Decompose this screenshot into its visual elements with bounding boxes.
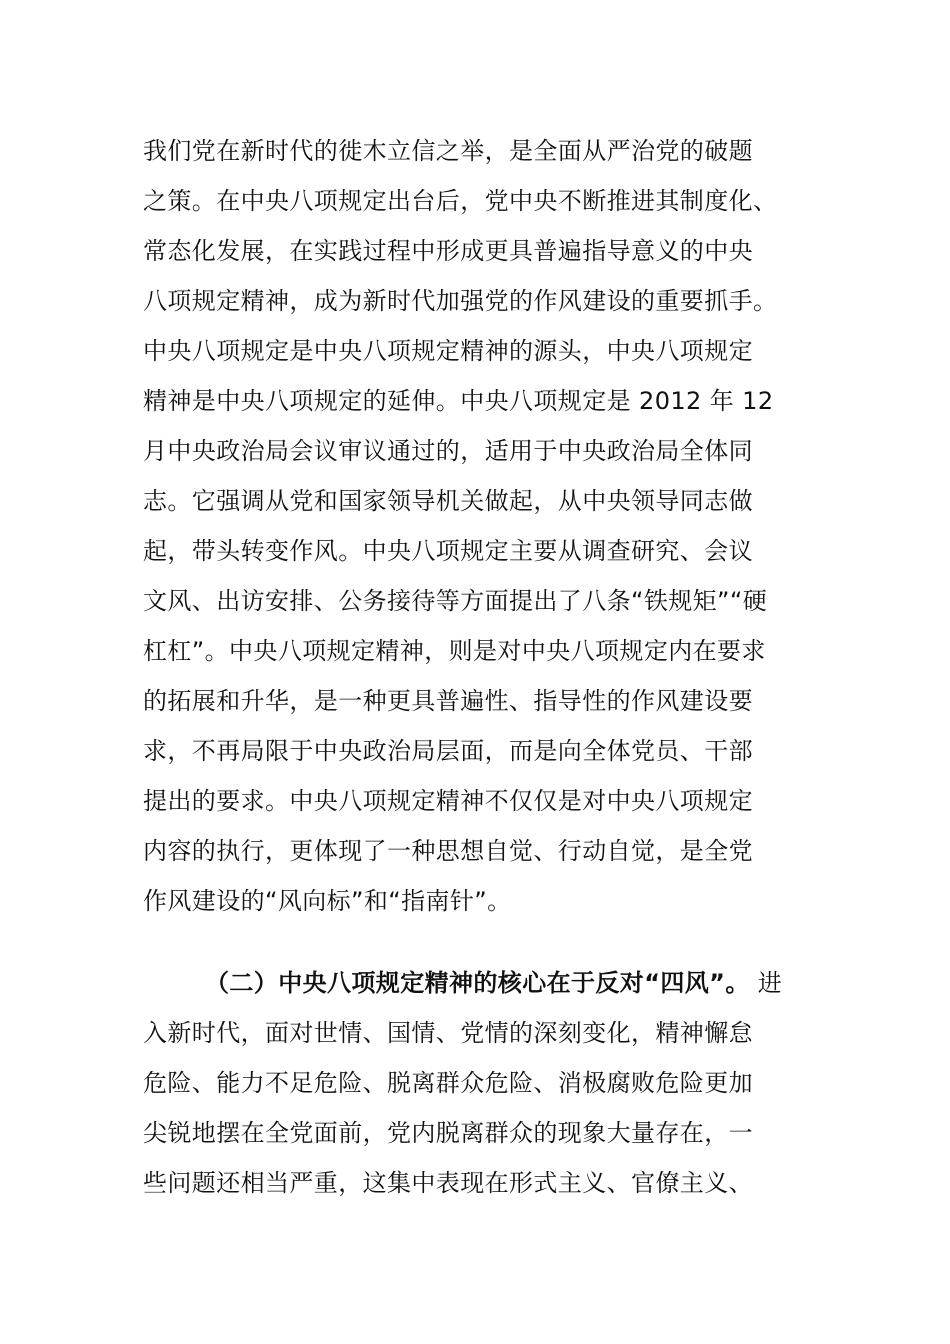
text-line: 入新时代，面对世情、国情、党情的深刻变化，精神懈怠: [143, 1019, 753, 1047]
text-line: 起，带头转变作风。中央八项规定主要从调查研究、会议: [143, 537, 753, 565]
text-line: 我们党在新时代的徙木立信之举，是全面从严治党的破题: [143, 137, 753, 165]
text-line: 作风建设的“风向标”和“指南针”。: [143, 887, 512, 915]
text-line: 危险、能力不足危险、脱离群众危险、消极腐败危险更加: [143, 1069, 753, 1097]
section-heading-line: [143, 958, 823, 1008]
text-line: 文风、出访安排、公务接待等方面提出了八条“铁规矩”“硬: [143, 587, 768, 615]
text-line: 的拓展和升华，是一种更具普遍性、指导性的作风建设要: [143, 687, 753, 715]
text-line: 常态化发展，在实践过程中形成更具普遍指导意义的中央: [143, 237, 753, 265]
text-line: 志。它强调从党和国家领导机关做起，从中央领导同志做: [143, 487, 753, 515]
heading-trailing-text: 进: [749, 969, 783, 997]
paragraph-2: [143, 958, 823, 1208]
text-line: 中央八项规定是中央八项规定精神的源头，中央八项规定: [143, 337, 753, 365]
text-line: 些问题还相当严重，这集中表现在形式主义、官僚主义、: [143, 1169, 753, 1197]
text-line: 八项规定精神，成为新时代加强党的作风建设的重要抓手。: [143, 287, 778, 315]
paragraph-1: [143, 126, 823, 926]
text-line: 月中央政治局会议审议通过的，适用于中央政治局全体同: [143, 437, 753, 465]
text-line: 精神是中央八项规定的延伸。中央八项规定是 2012 年 12: [143, 387, 774, 415]
text-line: 杠杠”。中央八项规定精神，则是对中央八项规定内在要求: [143, 637, 766, 665]
text-line: 内容的执行，更体现了一种思想自觉、行动自觉，是全党: [143, 837, 753, 865]
text-line: 尖锐地摆在全党面前，党内脱离群众的现象大量存在，一: [143, 1119, 753, 1147]
text-line: 之策。在中央八项规定出台后，党中央不断推进其制度化、: [143, 187, 778, 215]
text-line: 求，不再局限于中央政治局层面，而是向全体党员、干部: [143, 737, 753, 765]
text-line: 提出的要求。中央八项规定精神不仅仅是对中央八项规定: [143, 787, 753, 815]
section-heading: （二）中央八项规定精神的核心在于反对“四风”。: [205, 969, 750, 997]
